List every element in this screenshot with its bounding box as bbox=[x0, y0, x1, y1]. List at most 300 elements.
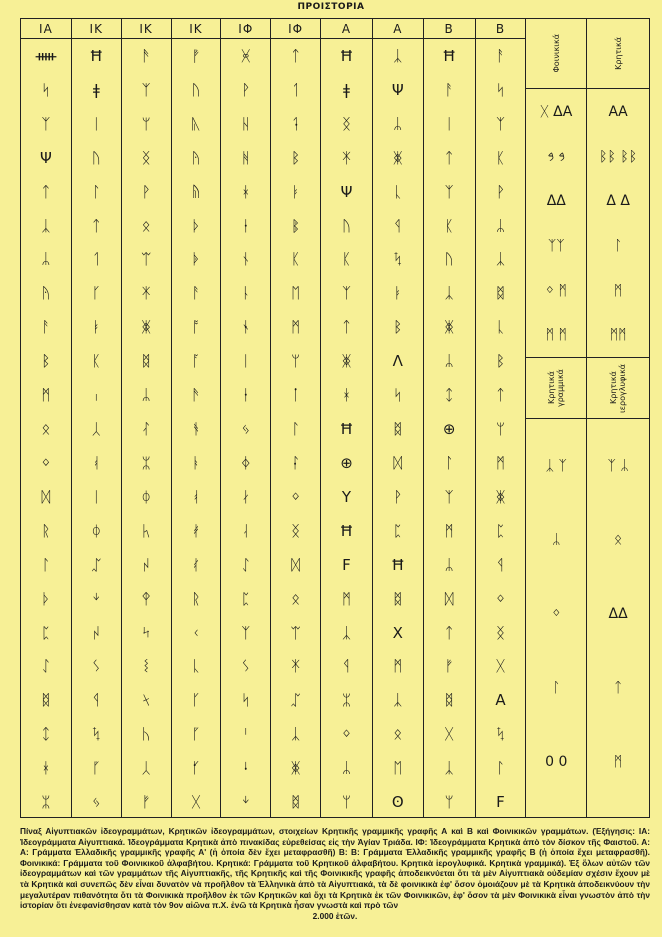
table-grid bbox=[21, 19, 649, 817]
glyph-cell: ᛷ bbox=[141, 724, 151, 743]
glyph-cell: ᛘ bbox=[291, 351, 301, 370]
glyph-cell: ᛂ bbox=[241, 385, 251, 404]
glyph-cell: Λ bbox=[392, 351, 403, 370]
glyph-cell: Ψ bbox=[340, 182, 353, 201]
glyph-cell: ᛏ bbox=[91, 216, 101, 235]
glyph-cell: ᚔ bbox=[35, 46, 57, 65]
glyph-cell: ᛆ bbox=[241, 521, 251, 540]
glyph-cell: ᚳ bbox=[393, 182, 403, 201]
glyph-cell: ᚥ bbox=[191, 182, 201, 201]
glyph-cell: ᛅ bbox=[241, 487, 251, 506]
glyph-cell: ᛊ bbox=[241, 656, 251, 675]
glyph-cell: ᛘ bbox=[444, 792, 454, 811]
glyph-cell: ᛕ bbox=[495, 148, 505, 167]
glyph-cell: ᛯ bbox=[141, 453, 151, 472]
glyph-cell: ᚠ bbox=[444, 656, 454, 675]
column-header: ΙΦ bbox=[271, 19, 320, 39]
column-header: ΙΚ bbox=[122, 19, 171, 39]
glyph-cell: ᛟ bbox=[291, 589, 301, 608]
glyph-cell: ᛥ bbox=[393, 589, 403, 608]
column-cretan bbox=[587, 19, 649, 817]
glyph-cell: ᛟ bbox=[613, 532, 623, 548]
column-cells bbox=[21, 39, 71, 817]
glyph-cell: ᛉ bbox=[495, 114, 505, 133]
glyph-cell: ᛟ bbox=[41, 419, 51, 438]
glyph-cell: ᛗ bbox=[341, 589, 351, 608]
glyph-cell: ᛪ bbox=[495, 724, 505, 743]
column-cells bbox=[72, 39, 121, 817]
column-cells bbox=[476, 39, 526, 817]
glyph-cell: ᛋ bbox=[41, 80, 51, 99]
glyph-cell: ᚾ bbox=[241, 249, 251, 268]
glyph-cell: ᛒ bbox=[393, 317, 403, 336]
glyph-cell: ᚧ bbox=[191, 249, 201, 268]
glyph-cell: ᛏ bbox=[613, 680, 623, 696]
glyph-cell: ᚷ bbox=[191, 792, 201, 811]
column-header: ΙΦ bbox=[221, 19, 270, 39]
glyph-cell: ᛚ bbox=[444, 453, 454, 472]
glyph-cell: ᛩ bbox=[91, 690, 101, 709]
glyph-cell: ᛜ bbox=[41, 453, 51, 472]
glyph-cell: ᛪ bbox=[393, 249, 403, 268]
glyph-cell: ᛉ bbox=[444, 487, 454, 506]
glyph-cell: ᛚ bbox=[41, 555, 51, 574]
glyph-cell: ᛥ bbox=[41, 690, 51, 709]
glyph-cell: ᛗ ᛗ bbox=[545, 326, 567, 343]
sub-header-label: Κρητικά γραμμικά bbox=[547, 369, 566, 407]
glyph-cell: ᚨ bbox=[444, 80, 454, 99]
column-6 bbox=[271, 19, 321, 817]
glyph-cell: ᛈ bbox=[41, 623, 51, 642]
column-header: Α bbox=[373, 19, 423, 39]
glyph-cell: ᚬ bbox=[191, 419, 201, 438]
glyph-cell: ᛛ bbox=[291, 453, 301, 472]
glyph-cell: ᚱ bbox=[41, 521, 51, 540]
glyph-cell: ᛋ bbox=[241, 690, 251, 709]
glyph-cell: ᛃ bbox=[91, 792, 101, 811]
column-header: Β bbox=[476, 19, 526, 39]
glyph-cell: ᛑ bbox=[291, 114, 301, 133]
glyph-cell: ᛠ bbox=[291, 623, 301, 642]
glyph-cell: ᚢ bbox=[191, 80, 201, 99]
glyph-cell: ᛣ bbox=[393, 46, 403, 65]
glyph-cell: ᛣ bbox=[495, 249, 505, 268]
glyph-cell: ᛡ bbox=[291, 656, 301, 675]
glyph-cell: ᛗ bbox=[495, 453, 505, 472]
glyph-cell: ᛚ bbox=[552, 680, 561, 696]
glyph-cell: ᚼ bbox=[341, 385, 351, 404]
column-2 bbox=[72, 19, 122, 817]
glyph-cell: ᛡ bbox=[341, 148, 351, 167]
glyph-cell: ᛏ bbox=[444, 623, 454, 642]
glyph-cell: ᛁ bbox=[444, 114, 454, 133]
caption bbox=[20, 826, 650, 921]
glyph-cell: ᛘ bbox=[341, 792, 351, 811]
glyph-cell: ᚡ bbox=[191, 46, 201, 65]
column-cells bbox=[587, 89, 649, 817]
column-header bbox=[526, 19, 586, 89]
glyph-cell: ᛰ bbox=[91, 521, 101, 540]
glyph-cell: ᛌ bbox=[241, 724, 251, 743]
glyph-cell: ᛈ bbox=[495, 521, 505, 540]
caption-end: 2.000 ἐτῶν. bbox=[312, 910, 358, 921]
column-header-label: Κρητικά bbox=[613, 37, 623, 70]
glyph-cell: ᛟ bbox=[393, 724, 403, 743]
glyph-cell: ᛇ bbox=[241, 555, 251, 574]
glyph-cell: ᛉ bbox=[241, 623, 251, 642]
glyph-cell: ᛯ bbox=[41, 792, 51, 811]
column-5 bbox=[221, 19, 271, 817]
glyph-cell: ᛦ bbox=[141, 385, 151, 404]
glyph-cell: ᛁ bbox=[91, 487, 101, 506]
glyph-cell: ᚤ bbox=[41, 283, 51, 302]
column-cells bbox=[271, 39, 320, 817]
glyph-cell: ᛥ bbox=[444, 690, 454, 709]
glyph-cell: ᛱ bbox=[141, 521, 151, 540]
column-1 bbox=[21, 19, 72, 817]
column-header bbox=[587, 19, 649, 89]
glyph-cell: ᛏ bbox=[444, 148, 454, 167]
glyph-cell: ᛉ bbox=[444, 182, 454, 201]
glyph-cell: ᛃ bbox=[241, 419, 251, 438]
glyph-cell: ᛪ bbox=[91, 724, 101, 743]
glyph-cell: ᛲ bbox=[91, 623, 101, 642]
glyph-cell: ᛘ bbox=[141, 114, 151, 133]
glyph-cell: ᚵ bbox=[191, 724, 201, 743]
glyph-cell: ᛞ bbox=[393, 453, 403, 472]
glyph-cell: ᛞ bbox=[444, 589, 454, 608]
glyph-cell: ᛥ bbox=[141, 351, 151, 370]
glyph-cell: ᚲ bbox=[191, 623, 201, 642]
glyph-cell: Ψ bbox=[391, 80, 404, 99]
glyph-cell: ᛏ bbox=[291, 46, 301, 65]
glyph-cell: ᛐ bbox=[91, 249, 101, 268]
glyph-cell: ᚠ bbox=[141, 792, 151, 811]
glyph-cell: ᛦ bbox=[552, 532, 561, 548]
glyph-cell: ǂ bbox=[92, 80, 100, 99]
glyph-cell: ᛒ bbox=[291, 148, 301, 167]
glyph-cell: ᛯ bbox=[341, 690, 351, 709]
column-header: Α bbox=[321, 19, 372, 39]
glyph-cell: ᚨ bbox=[191, 283, 201, 302]
glyph-cell: ᚢ bbox=[91, 148, 101, 167]
column-cells bbox=[221, 39, 270, 817]
glyph-cell: ᚵ bbox=[91, 758, 101, 777]
glyph-cell: ᚼ bbox=[241, 182, 251, 201]
glyph-cell: Ħ bbox=[390, 555, 405, 574]
glyph-cell: ᛉ bbox=[141, 80, 151, 99]
glyph-cell: ᛚ bbox=[91, 182, 101, 201]
glyph-cell: ᚴ bbox=[91, 283, 101, 302]
glyph-cell: ᚹ bbox=[241, 80, 251, 99]
glyph-cell: ᛣ bbox=[393, 690, 403, 709]
glyph-cell: ΔΔ bbox=[608, 606, 628, 622]
glyph-cell: ᛎ bbox=[91, 589, 101, 608]
glyph-cell: ᛒᛒ ᛒᛒ bbox=[599, 148, 638, 165]
glyph-cell: ᚨ bbox=[495, 46, 505, 65]
glyph-cell: ΔΔ bbox=[546, 192, 566, 209]
glyph-cell: Ħ bbox=[442, 46, 457, 65]
glyph-cell: ᛕ bbox=[341, 249, 351, 268]
glyph-cell: ᛵ bbox=[141, 656, 151, 675]
column-header: Β bbox=[424, 19, 475, 39]
glyph-cell: ᛝ bbox=[141, 148, 151, 167]
glyph-cell: ᚩ bbox=[191, 317, 201, 336]
glyph-cell: ʘ bbox=[391, 792, 404, 811]
script-comparison-table bbox=[20, 18, 650, 818]
page-title: ΠΡΟΙΣΤΟΡΙΑ bbox=[297, 2, 365, 12]
sub-header bbox=[526, 357, 586, 419]
glyph-cell: ᛗ bbox=[41, 385, 51, 404]
glyph-cell: ᚣ bbox=[191, 114, 201, 133]
glyph-cell: ᚢ bbox=[444, 249, 454, 268]
column-header-label: Φοινικικά bbox=[551, 34, 561, 73]
glyph-cell: ᛦ bbox=[341, 758, 351, 777]
column-header: ΙΑ bbox=[21, 19, 71, 39]
glyph-cell: ᚺ bbox=[241, 114, 251, 133]
glyph-cell: ǂ bbox=[343, 80, 350, 99]
glyph-cell: Υ bbox=[341, 487, 352, 506]
glyph-cell: 𐤁 𐤁 bbox=[547, 148, 566, 165]
sub-header-label: Κρητικά ιερογλυφικά bbox=[609, 363, 628, 413]
glyph-cell: ᛩ bbox=[495, 555, 505, 574]
glyph-cell: ᛜ bbox=[291, 487, 301, 506]
glyph-cell: ᛈ bbox=[393, 521, 403, 540]
glyph-cell: Χ bbox=[392, 623, 403, 642]
glyph-cell: ᛏ bbox=[41, 182, 51, 201]
glyph-cell: ᛤ bbox=[495, 487, 505, 506]
glyph-cell: ᛕ bbox=[291, 249, 301, 268]
glyph-cell: ᛨ bbox=[444, 385, 454, 404]
column-7 bbox=[321, 19, 373, 817]
glyph-cell: 0 0 bbox=[545, 754, 568, 770]
glyph-cell: ᚷ bbox=[495, 656, 505, 675]
glyph-cell: ᚸ bbox=[241, 46, 251, 65]
glyph-cell: ᛞ bbox=[291, 555, 301, 574]
glyph-cell: ᛄ bbox=[241, 453, 251, 472]
glyph-cell: ᛚ bbox=[495, 758, 505, 777]
column-8 bbox=[373, 19, 424, 817]
glyph-cell: ᚤ bbox=[191, 148, 201, 167]
glyph-cell: ᛧ bbox=[91, 385, 101, 404]
glyph-cell: ᛜ bbox=[552, 606, 561, 622]
sub-header bbox=[587, 357, 649, 419]
column-header: ΙΚ bbox=[172, 19, 221, 39]
glyph-cell: ᚦ bbox=[41, 589, 51, 608]
glyph-cell: ᛖ bbox=[291, 283, 301, 302]
glyph-cell: ᛉ bbox=[41, 114, 51, 133]
glyph-cell: ᛚ bbox=[613, 237, 623, 254]
glyph-cell: ᛉ bbox=[341, 283, 351, 302]
glyph-cell: ᚷ ΔΑ bbox=[540, 103, 573, 120]
glyph-cell: ᛥ bbox=[393, 419, 403, 438]
glyph-cell: ᛤ bbox=[341, 351, 351, 370]
glyph-cell: ᛈ bbox=[241, 589, 251, 608]
glyph-cell: ᛗ bbox=[393, 656, 403, 675]
glyph-cell: ᛗ bbox=[613, 754, 623, 770]
glyph-cell: ᛝ bbox=[495, 623, 505, 642]
glyph-cell: ᛕ bbox=[444, 216, 454, 235]
glyph-cell: ᛣ bbox=[291, 724, 301, 743]
glyph-cell: ᛸ bbox=[91, 419, 101, 438]
glyph-cell: ᛥ bbox=[495, 283, 505, 302]
glyph-cell: Δ Δ bbox=[606, 192, 630, 209]
glyph-cell: ᚳ bbox=[495, 317, 505, 336]
glyph-cell: ᛜ bbox=[341, 724, 351, 743]
column-cells bbox=[321, 39, 372, 817]
glyph-cell: ᛗ bbox=[444, 521, 454, 540]
glyph-cell: ᛀ bbox=[241, 317, 251, 336]
glyph-cell: ᛟ bbox=[141, 216, 151, 235]
glyph-cell: ᛠ bbox=[141, 249, 151, 268]
glyph-cell: ᛶ bbox=[141, 690, 151, 709]
glyph-cell: ᚳ bbox=[191, 656, 201, 675]
glyph-cell: ᛏ bbox=[495, 385, 505, 404]
glyph-cell: ᛣ bbox=[444, 758, 454, 777]
glyph-cell: ᚶ bbox=[191, 758, 201, 777]
glyph-cell: ᛚ bbox=[291, 419, 301, 438]
glyph-cell: ᛖ bbox=[393, 758, 403, 777]
caption-text: Πίναξ Αἰγυπτιακῶν ἰδεογραμμάτων, Κρητικῶν ἰδεογραμμάτων, στοιχείων Κρητικῆς γραμμικῆς γραφῆς Α καὶ Β καὶ Φοινικικῶν γραμμάτων. (Ἐξήγησις: ΙΑ: Ἰδεογράμματα Αἰγυπτιακά. Ἰδεογράμματα Κρητικὰ ἀπὸ πινακίδας εὑρεθείσας εἰς τὴν Ἁγίαν Τριάδα. ΙΦ: Ἰδεογράμματα Κρητικὰ ἀπὸ τὸν δίσκον τῆς Φαιστοῦ. Α: Α: Γράμματα Ἑλλαδικῆς γραμμικῆς γραφῆς Α' (ἡ ὁποία δὲν ἔχει μεταφρασθῆ) Β: Β: Γράμματα Ἑλλαδικῆς γραμμικῆς γραφῆς Β (ἡ ὁποία ἔχει μεταφρασθῆ). Φοινικικά: Γράμματα τοῦ Φοινικικοῦ ἀλφαβήτου. Κρητικά: Γράμματα τοῦ Κρητικοῦ ἀλφαβήτου. Κρητικὰ ἱερογλυφικά. Κρητικὰ γραμμικά). Ἐξ ὅλων αὐτῶν τῶν ἰδεογραμμάτων καὶ τῶν γραμμάτων τῆς Αἰγυπτιακῆς, τῆς Κρητικῆς καὶ τῆς Φοινικικῆς γραφῆς ἀποδεικνύεται ὅτι τὰ μὲν Αἰγυπτιακὰ οὐδεμίαν σχέσιν ἔχουν μὲ τὰ Κρητικὰ καὶ συνεπῶς δὲν εἶναι δυνατὸν νὰ προῆλθον τὰ Ἑλληνικὰ ἀπὸ τὰ Αἰγυπτιακά, τὰ δὲ φοινικικὰ ἐφ' ὅσον ὁμοιάζουν μὲ τὰ Κρητικὰ ἀποδεικνύουν τὴν μεγαλυτέραν πιθανότητα ὅτι τὰ Φοινικικὰ προῆλθον ἐκ τῶν Κρητικῶν καὶ ὄχι τὰ Κρητικὰ ἐκ τῶν Φοινικικῶν, ἐφ' ὅσον τὰ μὲν Φοινικικὰ εἶναι γνωστὸν ἀπὸ τὴν ἱστορίαν ὅτι ἐνεφανίσθησαν κατὰ τὸν 9ον αἰῶνα π.Χ. ἐνῶ τὰ Κρητικὰ ἦσαν γνωστὰ καὶ πρὸ τῶν bbox=[20, 826, 650, 911]
glyph-cell: ᚹ bbox=[495, 182, 505, 201]
glyph-cell: ⊕ bbox=[340, 453, 353, 472]
glyph-cell: ᛐ bbox=[291, 80, 301, 99]
glyph-cell: ᚷ bbox=[444, 724, 454, 743]
glyph-cell: ᛓ bbox=[91, 317, 101, 336]
glyph-cell: ᛦ bbox=[41, 249, 51, 268]
glyph-cell: Ψ bbox=[40, 148, 52, 167]
column-cells bbox=[373, 39, 423, 817]
glyph-cell: ᛎ bbox=[241, 792, 251, 811]
glyph-cell: ᚫ bbox=[191, 385, 201, 404]
glyph-cell: ᛒ bbox=[495, 351, 505, 370]
glyph-cell: ᛲ bbox=[141, 555, 151, 574]
glyph-cell: ᚴ bbox=[191, 690, 201, 709]
glyph-cell: ᛤ bbox=[291, 758, 301, 777]
glyph-cell: ⊕ bbox=[442, 419, 456, 438]
glyph-cell: ᛒ bbox=[41, 351, 51, 370]
glyph-cell: F bbox=[342, 555, 351, 574]
column-4 bbox=[172, 19, 222, 817]
glyph-cell: ᛋ bbox=[393, 385, 403, 404]
glyph-cell: ᚹ bbox=[141, 182, 151, 201]
column-9 bbox=[424, 19, 476, 817]
glyph-cell: ᛳ bbox=[141, 589, 151, 608]
glyph-cell: ᛦ bbox=[444, 351, 454, 370]
glyph-cell: ᛇ bbox=[41, 656, 51, 675]
glyph-cell: ᛗᛗ bbox=[609, 326, 627, 343]
column-header: ΙΚ bbox=[72, 19, 121, 39]
glyph-cell: ᛊ bbox=[91, 656, 101, 675]
glyph-cell: ᛸ bbox=[141, 758, 151, 777]
glyph-cell: ᚹ bbox=[393, 487, 403, 506]
column-cells bbox=[122, 39, 171, 817]
glyph-cell: ᛣ bbox=[341, 623, 351, 642]
glyph-cell: ΑΑ bbox=[608, 103, 628, 120]
glyph-cell: ᛩ bbox=[393, 216, 403, 235]
glyph-cell: ᛣ bbox=[41, 216, 51, 235]
glyph-cell: ᛗ bbox=[613, 282, 623, 299]
glyph-cell: ᚪ bbox=[191, 351, 201, 370]
column-cells bbox=[526, 89, 586, 817]
glyph-cell: ᚱ bbox=[191, 589, 201, 608]
glyph-cell: ᛥ bbox=[291, 792, 301, 811]
column-phoenician bbox=[526, 19, 587, 817]
glyph-cell: ᛮ bbox=[141, 419, 151, 438]
glyph-cell: ᛡ bbox=[141, 283, 151, 302]
glyph-cell: ᛜ bbox=[495, 589, 505, 608]
glyph-cell: Ħ bbox=[339, 419, 354, 438]
glyph-cell: ᚫ bbox=[141, 46, 151, 65]
glyph-cell: ᛝ bbox=[291, 521, 301, 540]
glyph-cell: ᛓ bbox=[291, 182, 301, 201]
glyph-cell: ᚰ bbox=[191, 555, 201, 574]
glyph-cell: ᛴ bbox=[141, 623, 151, 642]
glyph-cell: ᛁ bbox=[241, 351, 251, 370]
glyph-cell: ᛁ bbox=[91, 114, 101, 133]
glyph-cell: ᛞ bbox=[41, 487, 51, 506]
glyph-cell: ᚮ bbox=[191, 487, 201, 506]
glyph-cell: ᛍ bbox=[241, 758, 251, 777]
glyph-cell: Α bbox=[495, 690, 506, 709]
glyph-cell: ᛔ bbox=[291, 216, 301, 235]
column-3 bbox=[122, 19, 172, 817]
glyph-cell: ᛣ ᛉ bbox=[545, 458, 567, 474]
glyph-cell: Ħ bbox=[339, 46, 354, 65]
glyph-cell: ᛣ bbox=[444, 283, 454, 302]
glyph-cell: ᛨ bbox=[41, 724, 51, 743]
column-cells bbox=[424, 39, 475, 817]
glyph-cell: Ħ bbox=[89, 46, 104, 65]
glyph-cell: ᚯ bbox=[191, 521, 201, 540]
glyph-cell: ᛩ bbox=[341, 656, 351, 675]
glyph-cell: ᛝ bbox=[341, 114, 351, 133]
glyph-cell: ᚻ bbox=[241, 148, 251, 167]
glyph-cell: ᛗ bbox=[291, 317, 301, 336]
glyph-cell: ᛜ ᛗ bbox=[545, 282, 567, 299]
glyph-cell: ᛦ bbox=[495, 216, 505, 235]
glyph-cell: ᛕ bbox=[91, 351, 101, 370]
glyph-cell: ᛙ bbox=[291, 385, 301, 404]
glyph-cell: ᛤ bbox=[393, 148, 403, 167]
glyph-cell: ᛉᛉ bbox=[547, 237, 565, 254]
column-10 bbox=[476, 19, 527, 817]
glyph-cell: ᚦ bbox=[191, 216, 201, 235]
glyph-cell: ᛢ bbox=[91, 555, 101, 574]
glyph-cell: ᛢ bbox=[291, 690, 301, 709]
glyph-cell: ᚼ bbox=[41, 758, 51, 777]
glyph-cell: ᛓ bbox=[393, 283, 403, 302]
glyph-cell: F bbox=[496, 792, 505, 811]
glyph-cell: ᚮ bbox=[91, 453, 101, 472]
glyph-cell: ᚿ bbox=[241, 283, 251, 302]
glyph-cell: ᚢ bbox=[341, 216, 351, 235]
glyph-cell: ᛋ bbox=[495, 80, 505, 99]
glyph-cell: ᚨ bbox=[41, 317, 51, 336]
glyph-cell: ᛤ bbox=[444, 317, 454, 336]
glyph-cell: ᛰ bbox=[141, 487, 151, 506]
glyph-cell: ᛤ bbox=[141, 317, 151, 336]
column-cells bbox=[172, 39, 221, 817]
glyph-cell: ᛦ bbox=[444, 555, 454, 574]
glyph-cell: ᛦ bbox=[393, 114, 403, 133]
glyph-cell: ᛘ bbox=[495, 419, 505, 438]
glyph-cell: ᚭ bbox=[191, 453, 201, 472]
glyph-cell: ᚽ bbox=[241, 216, 251, 235]
glyph-cell: ᛉ ᛦ bbox=[607, 458, 629, 474]
glyph-cell: ᛏ bbox=[341, 317, 351, 336]
glyph-cell: Ħ bbox=[339, 521, 354, 540]
